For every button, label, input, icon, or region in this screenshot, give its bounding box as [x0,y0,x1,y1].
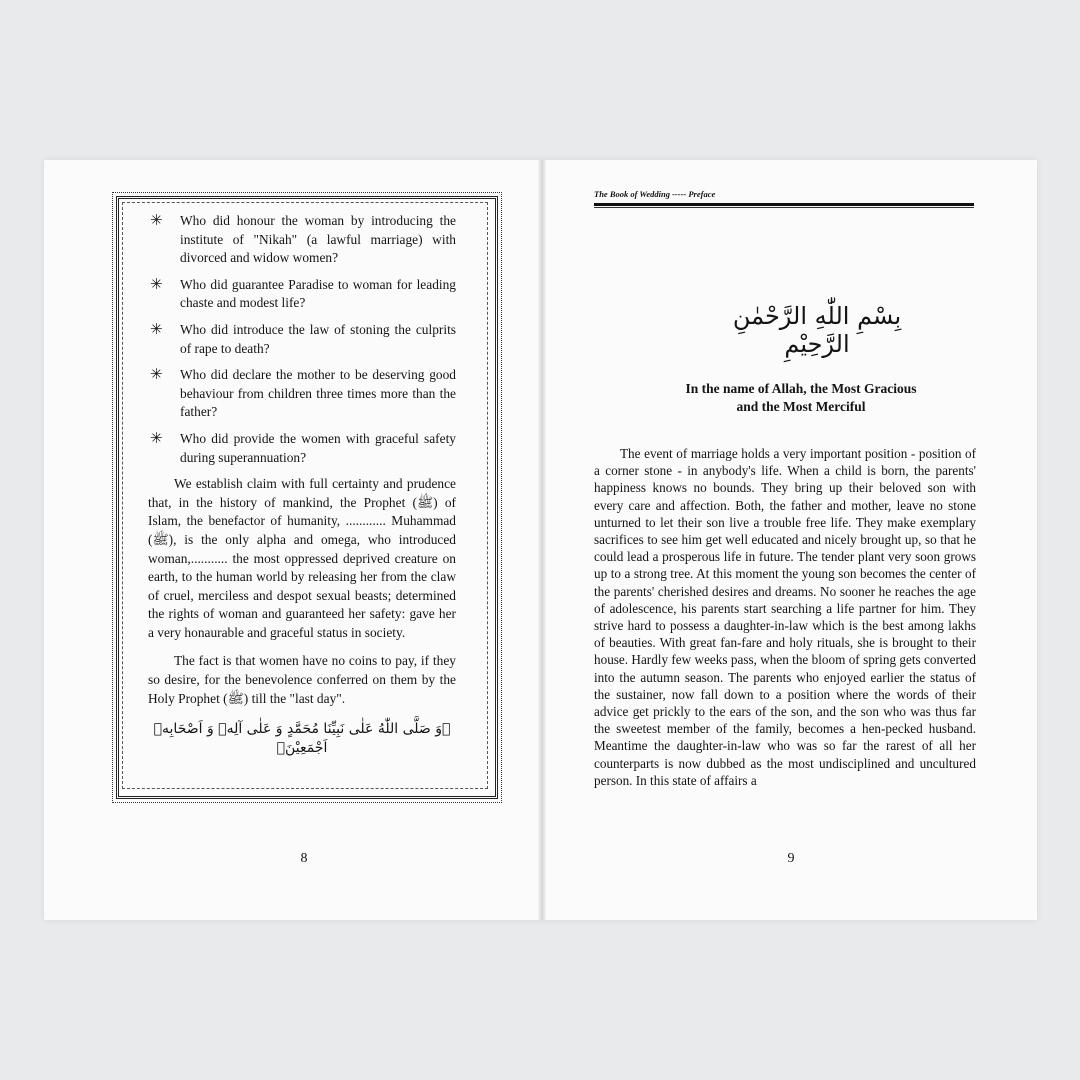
body-paragraph: The event of marriage holds a very important position - position of a corner stone - in anybody's life. When a child is born, the parents' happiness knows no bounds. They bring up their beloved son with every care and affection. Both, the father and mother, leave no stone unturned to let their son live a trouble free life. They make exemplary sacrifices to see him get well educated and nicely brought up, so that he could lead a prosperous life in future. The tender plant very soon grows up to a strong tree. At this moment the young son becomes the center of the parents' cherished desires and dreams. No sooner he reaches the age of adolescence, his parents start searching a life partner for him. They strive hard to possess a daughter-in-law which is the best among lakhs of beauties. With great fan-fare and holy rituals, she is brought to their house. Hardly few weeks pass, when the bloom of spring gets converted into the autumn season. The parents who enjoyed earlier the status of the sustainer, now fall down to a position where the words of their advice get prickly to the ears of the son, and the son who was thus far the sweetest member of the family, becomes a hen-pecked husband. Meantime the daughter-in-law who was so far the rarest of all her counterparts is now dubbed as the most undisciplined and uncultured person. In this state of affairs a [594,446,976,788]
preface-body [594,445,976,789]
question-item [148,321,456,358]
body-paragraph: The fact is that women have no coins to pay, if they so desire, for the benevolence conferred on them by the Holy Prophet (ﷺ) till the "last day". [148,653,456,706]
question-text: Who did provide the women with graceful safety during superannuation? [180,430,456,465]
header-rule-thin [594,207,974,208]
body-paragraph: We establish claim with full certainty and prudence that, in the history of mankind, the Prophet (ﷺ) of Islam, the benefactor of humanity, ............ Muhammad (ﷺ), is the only alpha and omega, who introduced woman,........... the most oppressed deprived creature on earth, to the human world by releasing her from the claw of cruel, merciless and despot sexual beasts; determined the rights of woman and guaranteed her safety: gave her a very honaurable and graceful status in society. [148,476,456,640]
question-item [148,276,456,313]
asterisk-bullet-icon: ✳ [150,319,163,338]
section-title [626,380,976,416]
title-line-2: and the Most Merciful [736,399,866,414]
question-item [148,366,456,422]
asterisk-bullet-icon: ✳ [150,274,163,293]
bismillah-calligraphy: بِسْمِ اللّٰهِ الرَّحْمٰنِ الرَّحِيْمِ [732,302,902,358]
question-item [148,430,456,467]
arabic-salutation: ﴿وَ صَلَّى اللّٰهُ عَلٰى نَبِيِّنَا مُحَمَّدٍ وَ عَلٰى آلِهٖ وَ اَصْحَابِهٖ اَجْمَعِيْنَ﴾ [153,721,451,756]
page-number: 9 [787,851,795,866]
question-text: Who did introduce the law of stoning the culprits of rape to death? [180,321,456,356]
asterisk-bullet-icon: ✳ [150,211,163,229]
right-page [546,160,1037,920]
header-rule [594,203,974,206]
title-line-1: In the name of Allah, the Most Gracious [685,381,917,396]
left-page-content [148,212,456,757]
page-number: 8 [300,851,308,866]
question-item [148,212,456,268]
book-spread [44,160,1037,920]
question-text: Who did honour the woman by introducing the institute of "Nikah" (a lawful marriage) with divorced and widow women? [180,213,456,266]
asterisk-bullet-icon: ✳ [150,428,163,447]
left-page [44,160,540,920]
question-text: Who did declare the mother to be deserving good behaviour from children three times more than the father? [180,367,456,420]
question-text: Who did guarantee Paradise to woman for leading chaste and modest life? [180,276,456,311]
running-head: The Book of Wedding ----- Preface [594,189,716,199]
asterisk-bullet-icon: ✳ [150,365,163,384]
